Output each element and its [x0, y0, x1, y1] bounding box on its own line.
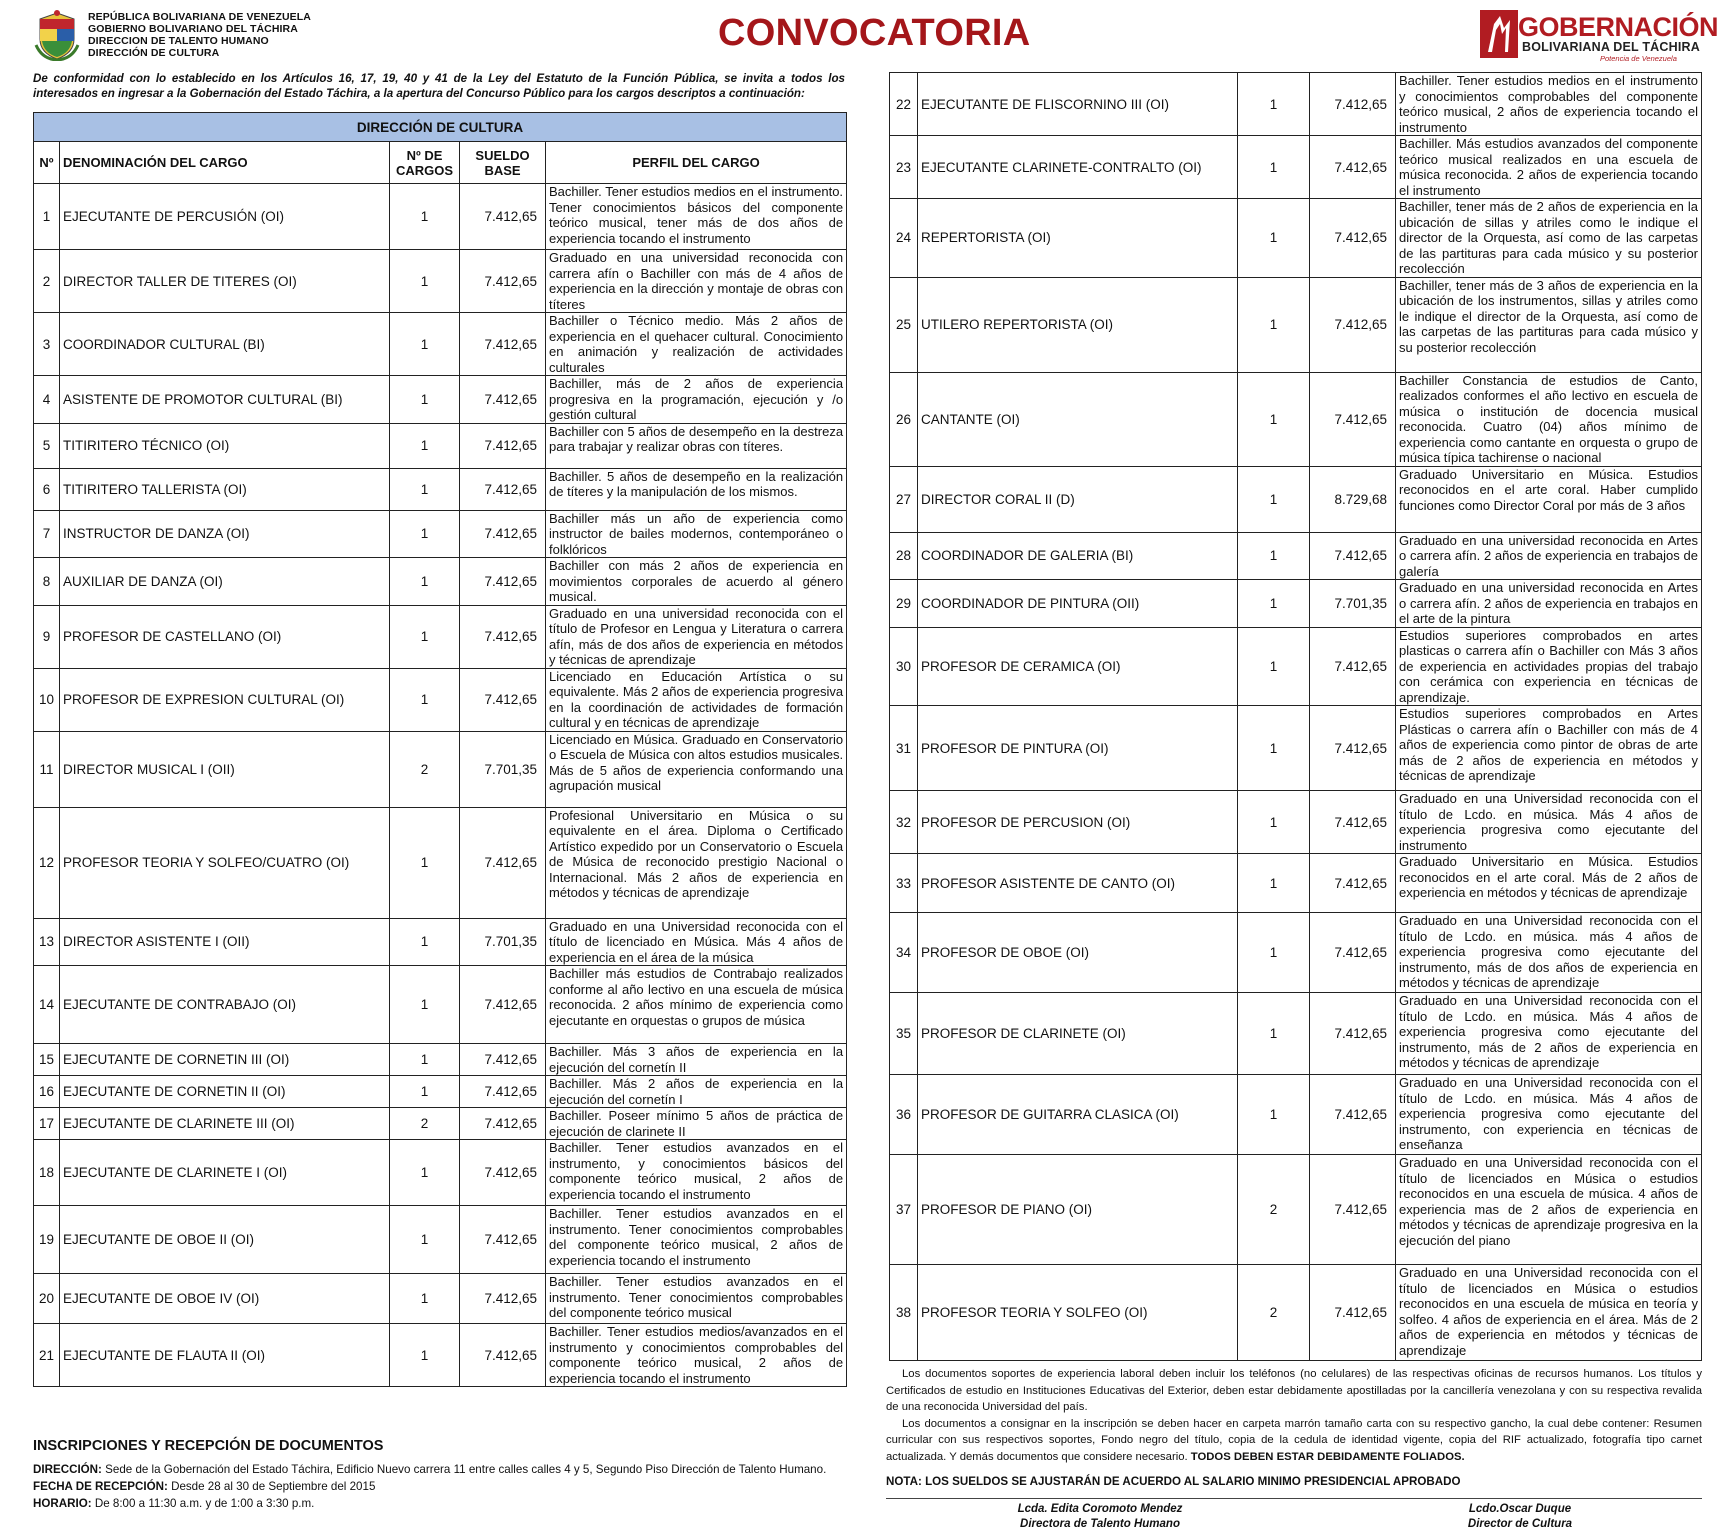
- cargo-cell: PROFESOR DE PIANO (OI): [918, 1155, 1238, 1265]
- table-row: [34, 966, 847, 1044]
- note-paragraph-2-bold: TODOS DEBEN ESTAR DEBIDAMENTE FOLIADOS.: [1187, 1450, 1465, 1463]
- cargo-cell: PROFESOR DE CASTELLANO (OI): [60, 605, 390, 668]
- table-row: [890, 1155, 1702, 1265]
- num-cargos-cell: 1: [390, 966, 460, 1044]
- inscripciones-section: [33, 1438, 853, 1512]
- table-row: [890, 1265, 1702, 1361]
- cargo-cell: TITIRITERO TALLERISTA (OI): [60, 468, 390, 510]
- perfil-cell: Bachiller. Más estudios avanzados del componente teórico musical realizados en una escuela de música reconocida. 2 años de experiencia tocando el instrumento: [1396, 136, 1702, 199]
- row-number: 22: [890, 73, 918, 136]
- table-row: [890, 532, 1702, 580]
- cargo-cell: PROFESOR TEORIA Y SOLFEO (OI): [918, 1265, 1238, 1361]
- cargo-cell: PROFESOR DE OBOE (OI): [918, 913, 1238, 993]
- num-cargos-cell: 1: [1238, 854, 1310, 913]
- cargo-cell: PROFESOR DE CLARINETE (OI): [918, 993, 1238, 1075]
- row-number: 8: [34, 558, 60, 606]
- perfil-cell: Licenciado en Música. Graduado en Conservatorio o Escuela de Música con altos estudios musicales. Más de 5 años de experiencia conformando una agrupación musical: [546, 731, 847, 807]
- perfil-cell: Bachiller. Más 3 años de experiencia en la ejecución del cornetín II: [546, 1044, 847, 1076]
- page-title: CONVOCATORIA: [718, 12, 1031, 54]
- sueldo-cell: 7.412,65: [1310, 1265, 1396, 1361]
- num-cargos-cell: 1: [390, 1206, 460, 1274]
- signature-1-name: Lcda. Edita Coromoto Mendez: [1017, 1503, 1183, 1515]
- num-cargos-cell: 1: [390, 184, 460, 250]
- sueldo-cell: 7.412,65: [1310, 372, 1396, 466]
- cargo-cell: DIRECTOR TALLER DE TITERES (OI): [60, 250, 390, 313]
- gobernacion-emblem-icon: [1478, 6, 1520, 60]
- num-cargos-cell: 1: [390, 1140, 460, 1206]
- perfil-cell: Bachiller. Tener estudios medios en el instrumento. Tener conocimientos básicos del componente teórico musical, tener más de dos años de experiencia tocando el instrumento: [546, 184, 847, 250]
- table-row: [890, 136, 1702, 199]
- perfil-cell: Bachiller. Más 2 años de experiencia en la ejecución del cornetín I: [546, 1076, 847, 1108]
- row-number: 30: [890, 627, 918, 706]
- gobernacion-logo: [1478, 6, 1719, 63]
- sueldo-cell: 7.412,65: [1310, 199, 1396, 278]
- signature-divider: [886, 1498, 1702, 1499]
- perfil-cell: Bachiller. Tener estudios medios en el instrumento y conocimientos comprobables del componente teórico musical, 2 años de experiencia tocando el instrumento: [1396, 73, 1702, 136]
- row-number: 7: [34, 510, 60, 558]
- table-row: [890, 277, 1702, 372]
- cargo-cell: EJECUTANTE DE CONTRABAJO (OI): [60, 966, 390, 1044]
- row-number: 29: [890, 580, 918, 628]
- sueldo-cell: 7.412,65: [460, 1206, 546, 1274]
- num-cargos-cell: 1: [390, 1044, 460, 1076]
- sueldo-cell: 7.412,65: [460, 184, 546, 250]
- num-cargos-cell: 1: [1238, 372, 1310, 466]
- row-number: 6: [34, 468, 60, 510]
- table-row: [34, 558, 847, 606]
- cargo-cell: UTILERO REPERTORISTA (OI): [918, 277, 1238, 372]
- header-line-4: DIRECCIÓN DE CULTURA: [88, 47, 220, 59]
- table-row: [890, 854, 1702, 913]
- row-number: 38: [890, 1265, 918, 1361]
- horario-label: HORARIO:: [33, 1497, 92, 1510]
- col-header-perfil: PERFIL DEL CARGO: [546, 142, 847, 184]
- perfil-cell: Graduado en una universidad reconocida con carrera afín o Bachiller con más de 4 años de experiencia en la dirección y montaje de obras con títeres: [546, 250, 847, 313]
- table-row: [890, 706, 1702, 791]
- num-cargos-cell: 1: [1238, 466, 1310, 532]
- col-header-num-cargos: Nº DE CARGOS: [390, 142, 460, 184]
- perfil-cell: Bachiller más estudios de Contrabajo realizados conforme al año lectivo en una escuela de música reconocida. 2 años mínimo de experiencia como ejecutante en orquestas o grupos de música: [546, 966, 847, 1044]
- num-cargos-cell: 1: [390, 313, 460, 376]
- table-row: [890, 73, 1702, 136]
- table-row: [34, 1206, 847, 1274]
- cargo-cell: COORDINADOR DE GALERIA (BI): [918, 532, 1238, 580]
- num-cargos-cell: 1: [1238, 706, 1310, 791]
- cargo-cell: EJECUTANTE DE FLAUTA II (OI): [60, 1324, 390, 1387]
- row-number: 4: [34, 376, 60, 424]
- perfil-cell: Profesional Universitario en Música o su equivalente en el área. Diploma o Certificado Artístico expedido por un Conservatorio o Escuela de Música de reconocido prestigio Nacional o Internacional. Más 2 años de experiencia en métodos y técnicas de aprendizaje: [546, 807, 847, 918]
- num-cargos-cell: 1: [390, 510, 460, 558]
- table-row: [34, 184, 847, 250]
- logo-main-text: GOBERNACIÓN: [1518, 12, 1719, 42]
- num-cargos-cell: 2: [1238, 1155, 1310, 1265]
- num-cargos-cell: 1: [390, 558, 460, 606]
- fecha-label: FECHA DE RECEPCIÓN:: [33, 1480, 168, 1493]
- table-row: [890, 372, 1702, 466]
- table-body-left: [34, 184, 847, 1387]
- perfil-cell: Bachiller Constancia de estudios de Canto, realizados conformes el año lectivo en escuela de música o institución de docencia musical reconocida. Cuatro (04) años mínimo de experiencia como cantante en orquesta o grupo de música típica tachirense o nacional: [1396, 372, 1702, 466]
- num-cargos-cell: 1: [390, 918, 460, 966]
- sueldo-cell: 7.412,65: [460, 468, 546, 510]
- sueldo-cell: 7.412,65: [460, 250, 546, 313]
- table-row: [34, 1044, 847, 1076]
- cargo-cell: DIRECTOR ASISTENTE I (OII): [60, 918, 390, 966]
- row-number: 36: [890, 1075, 918, 1155]
- notes-section: [886, 1366, 1702, 1465]
- num-cargos-cell: 1: [1238, 913, 1310, 993]
- sueldo-cell: 7.412,65: [1310, 627, 1396, 706]
- cargo-cell: PROFESOR TEORIA Y SOLFEO/CUATRO (OI): [60, 807, 390, 918]
- sueldo-cell: 7.701,35: [460, 918, 546, 966]
- direccion-line: [33, 1461, 853, 1478]
- sueldo-cell: 7.412,65: [460, 1324, 546, 1387]
- sueldo-cell: 7.412,65: [460, 423, 546, 468]
- num-cargos-cell: 1: [1238, 993, 1310, 1075]
- cargo-cell: AUXILIAR DE DANZA (OI): [60, 558, 390, 606]
- perfil-cell: Graduado en una universidad reconocida con el título de Profesor en Lengua y Literatura o carrera afín, más de dos años de experiencia en métodos y técnicas de aprendizaje: [546, 605, 847, 668]
- header-line-3: DIRECCION DE TALENTO HUMANO: [88, 35, 269, 47]
- note-paragraph-1: Los documentos soportes de experiencia laboral deben incluir los teléfonos (no celulares) de las respectivas oficinas de recursos humanos. Los títulos y Certificados de estudio en Instituciones Educativas del Exterior, deben estar debidamente apostilladas por la cancillería venezolana y con su respectiva revalida de una reconocida Universidad del país.: [886, 1368, 1702, 1413]
- perfil-cell: Bachiller, tener más de 3 años de experiencia en la ubicación de los instrumentos, sillas y atriles como le indique el director de la Orquesta, así como de las carpetas de las partituras para cada músico y su posterior recolección: [1396, 277, 1702, 372]
- sueldo-cell: 7.412,65: [460, 1140, 546, 1206]
- perfil-cell: Estudios superiores comprobados en Artes Plásticas o carrera afín o Bachiller con más de 4 años de experiencia como pintor de obras de arte más de 2 años de experiencia en métodos y técnicas de aprendizaje: [1396, 706, 1702, 791]
- cargo-cell: PROFESOR DE GUITARRA CLASICA (OI): [918, 1075, 1238, 1155]
- col-header-number: Nº: [34, 142, 60, 184]
- num-cargos-cell: 1: [1238, 73, 1310, 136]
- table-row: [34, 313, 847, 376]
- row-number: 37: [890, 1155, 918, 1265]
- sueldo-cell: 7.412,65: [460, 1274, 546, 1324]
- table-row: [890, 580, 1702, 628]
- cargo-cell: COORDINADOR CULTURAL (BI): [60, 313, 390, 376]
- table-row: [34, 731, 847, 807]
- header-line-1: REPÚBLICA BOLIVARIANA DE VENEZUELA: [88, 11, 311, 23]
- row-number: 12: [34, 807, 60, 918]
- perfil-cell: Bachiller o Técnico medio. Más 2 años de experiencia en el quehacer cultural. Conocimiento en animación y realización de actividades culturales: [546, 313, 847, 376]
- num-cargos-cell: 1: [1238, 199, 1310, 278]
- signature-2: [1430, 1502, 1610, 1532]
- note-paragraph-2-text: Los documentos a consignar en la inscripción se deben hacer en carpeta marrón tamaño carta con su respectivo gancho, la cual debe contener: Resumen curricular con sus respectivos soportes, Fondo negro del título, copia de la cedula de identidad vigente, copia del RIF actualizado, fotografía tipo carnet actualizada. Y demás documentos que considere necesario.: [886, 1417, 1702, 1463]
- col-header-cargo: DENOMINACIÓN DEL CARGO: [60, 142, 390, 184]
- table-row: [34, 1324, 847, 1387]
- num-cargos-cell: 1: [390, 250, 460, 313]
- num-cargos-cell: 1: [390, 423, 460, 468]
- sueldo-cell: 7.701,35: [1310, 580, 1396, 628]
- num-cargos-cell: 1: [390, 1274, 460, 1324]
- direccion-value: Sede de la Gobernación del Estado Táchira, Edificio Nuevo carrera 11 entre calles calles 4 y 5, Segundo Piso Dirección de Talento Humano.: [101, 1463, 827, 1476]
- sueldo-cell: 7.412,65: [460, 313, 546, 376]
- table-row: [34, 918, 847, 966]
- row-number: 35: [890, 993, 918, 1075]
- logo-sub-text: BOLIVARIANA DEL TÁCHIRA: [1522, 40, 1700, 54]
- table-row: [890, 913, 1702, 993]
- row-number: 21: [34, 1324, 60, 1387]
- sueldo-cell: 7.412,65: [460, 1076, 546, 1108]
- table-row: [34, 423, 847, 468]
- row-number: 32: [890, 791, 918, 854]
- fecha-value: Desde 28 al 30 de Septiembre del 2015: [167, 1480, 376, 1493]
- table-row: [34, 807, 847, 918]
- cargo-cell: EJECUTANTE DE CORNETIN III (OI): [60, 1044, 390, 1076]
- sueldo-cell: 7.412,65: [460, 558, 546, 606]
- sueldo-cell: 7.412,65: [1310, 993, 1396, 1075]
- cargo-cell: PROFESOR ASISTENTE DE CANTO (OI): [918, 854, 1238, 913]
- perfil-cell: Graduado en una Universidad reconocida con el título de licenciados en Música o estudios reconocidos en una escuela de música en teoría y solfeo. 4 años de experiencia en el área. Más de 2 años de experiencia en métodos y técnicas de aprendizaje: [1396, 1265, 1702, 1361]
- row-number: 20: [34, 1274, 60, 1324]
- num-cargos-cell: 1: [390, 668, 460, 731]
- num-cargos-cell: 2: [1238, 1265, 1310, 1361]
- positions-table-right: [889, 72, 1702, 1361]
- row-number: 15: [34, 1044, 60, 1076]
- perfil-cell: Graduado en una Universidad reconocida con el título de licenciados en Música o estudios reconocidos en una escuela de música. 4 años de experiencia mas de 2 años de experiencia en métodos y técnicas de aprendizaje progresiva en la ejecución del piano: [1396, 1155, 1702, 1265]
- num-cargos-cell: 1: [390, 376, 460, 424]
- sueldo-cell: 7.412,65: [1310, 277, 1396, 372]
- row-number: 23: [890, 136, 918, 199]
- table-row: [34, 468, 847, 510]
- cargo-cell: EJECUTANTE CLARINETE-CONTRALTO (OI): [918, 136, 1238, 199]
- perfil-cell: Bachiller. 5 años de desempeño en la realización de títeres y la manipulación de los mismos.: [546, 468, 847, 510]
- table-row: [890, 466, 1702, 532]
- num-cargos-cell: 1: [1238, 627, 1310, 706]
- sueldo-cell: 7.412,65: [460, 605, 546, 668]
- sueldo-cell: 7.412,65: [460, 966, 546, 1044]
- table-row: [890, 1075, 1702, 1155]
- sueldo-cell: 7.412,65: [1310, 1155, 1396, 1265]
- cargo-cell: PROFESOR DE PINTURA (OI): [918, 706, 1238, 791]
- row-number: 26: [890, 372, 918, 466]
- sueldo-cell: 7.412,65: [460, 1108, 546, 1140]
- cargo-cell: EJECUTANTE DE OBOE II (OI): [60, 1206, 390, 1274]
- cargo-cell: DIRECTOR MUSICAL I (OII): [60, 731, 390, 807]
- row-number: 16: [34, 1076, 60, 1108]
- row-number: 14: [34, 966, 60, 1044]
- row-number: 9: [34, 605, 60, 668]
- signature-1: [1000, 1502, 1200, 1532]
- table-body-right: [890, 73, 1702, 1361]
- sueldo-cell: 8.729,68: [1310, 466, 1396, 532]
- table-row: [34, 376, 847, 424]
- num-cargos-cell: 1: [1238, 136, 1310, 199]
- num-cargos-cell: 2: [390, 1108, 460, 1140]
- table-row: [890, 993, 1702, 1075]
- sueldo-cell: 7.412,65: [1310, 532, 1396, 580]
- header-line-2: GOBIERNO BOLIVARIANO DEL TÁCHIRA: [88, 23, 298, 35]
- institution-header: [34, 9, 354, 61]
- num-cargos-cell: 1: [390, 1324, 460, 1387]
- sueldo-cell: 7.412,65: [1310, 1075, 1396, 1155]
- sueldo-cell: 7.412,65: [1310, 73, 1396, 136]
- table-row: [34, 1140, 847, 1206]
- row-number: 34: [890, 913, 918, 993]
- signature-2-role: Director de Cultura: [1467, 1518, 1573, 1530]
- row-number: 17: [34, 1108, 60, 1140]
- cargo-cell: REPERTORISTA (OI): [918, 199, 1238, 278]
- num-cargos-cell: 1: [1238, 580, 1310, 628]
- num-cargos-cell: 1: [390, 605, 460, 668]
- row-number: 1: [34, 184, 60, 250]
- perfil-cell: Graduado en una Universidad reconocida con el título de Lcdo. en música. Más 4 años de experiencia progresiva como ejecutante del instrumento, con experiencia en técnicas de enseñanza: [1396, 1075, 1702, 1155]
- salary-note: NOTA: LOS SUELDOS SE AJUSTARÁN DE ACUERDO AL SALARIO MINIMO PRESIDENCIAL APROBADO: [886, 1475, 1461, 1488]
- row-number: 31: [890, 706, 918, 791]
- cargo-cell: PROFESOR DE PERCUSION (OI): [918, 791, 1238, 854]
- sueldo-cell: 7.412,65: [460, 1044, 546, 1076]
- perfil-cell: Graduado en una Universidad reconocida con el título de Lcdo. en música. Más 4 años de experiencia progresiva como ejecutante del instrumento: [1396, 791, 1702, 854]
- inscripciones-title: INSCRIPCIONES Y RECEPCIÓN DE DOCUMENTOS: [33, 1438, 384, 1454]
- section-title: DIRECCIÓN DE CULTURA: [34, 113, 847, 142]
- note-paragraph-2: [886, 1416, 1702, 1466]
- intro-paragraph: De conformidad con lo establecido en los Artículos 16, 17, 19, 40 y 41 de la Ley del Estatuto de la Función Pública, se invita a todos los interesados en ingresar a la Gobernación del Estado Táchira, a la apertura del Concurso Público para los cargos descriptos a continuación:: [33, 72, 845, 100]
- perfil-cell: Licenciado en Educación Artística o su equivalente. Más 2 años de experiencia progresiva en la coordinación de actividades de formación cultural y en técnicas de aprendizaje: [546, 668, 847, 731]
- row-number: 3: [34, 313, 60, 376]
- num-cargos-cell: 1: [1238, 277, 1310, 372]
- table-row: [34, 1274, 847, 1324]
- table-row: [890, 199, 1702, 278]
- perfil-cell: Bachiller con más 2 años de experiencia en movimientos corporales de acuerdo al género musical.: [546, 558, 847, 606]
- row-number: 33: [890, 854, 918, 913]
- sueldo-cell: 7.412,65: [460, 668, 546, 731]
- perfil-cell: Bachiller. Tener estudios medios/avanzados en el instrumento y conocimientos comprobables del componente teórico musical, 2 años de experiencia tocando el instrumento: [546, 1324, 847, 1387]
- row-number: 13: [34, 918, 60, 966]
- table-row: [890, 627, 1702, 706]
- cargo-cell: EJECUTANTE DE OBOE IV (OI): [60, 1274, 390, 1324]
- perfil-cell: Graduado Universitario en Música. Estudios reconocidos en el arte coral. Haber cumplido funciones como Director Coral por más de 3 años: [1396, 466, 1702, 532]
- perfil-cell: Bachiller. Tener estudios avanzados en el instrumento. Tener conocimientos comprobables del componente teórico musical, 2 años de experiencia tocando el instrumento: [546, 1206, 847, 1274]
- table-row: [34, 668, 847, 731]
- cargo-cell: CANTANTE (OI): [918, 372, 1238, 466]
- cargo-cell: INSTRUCTOR DE DANZA (OI): [60, 510, 390, 558]
- perfil-cell: Graduado en una universidad reconocida en Artes o carrera afín. 2 años de experiencia en trabajos en el arte de la pintura: [1396, 580, 1702, 628]
- perfil-cell: Bachiller. Tener estudios avanzados en el instrumento. Tener conocimientos comprobables del componente teórico musical: [546, 1274, 847, 1324]
- sueldo-cell: 7.412,65: [1310, 791, 1396, 854]
- coat-of-arms-icon: [34, 9, 80, 61]
- row-number: 2: [34, 250, 60, 313]
- cargo-cell: EJECUTANTE DE CLARINETE I (OI): [60, 1140, 390, 1206]
- sueldo-cell: 7.412,65: [460, 376, 546, 424]
- sueldo-cell: 7.412,65: [1310, 854, 1396, 913]
- perfil-cell: Bachiller, más de 2 años de experiencia progresiva en la programación, ejecución y /o gestión cultural: [546, 376, 847, 424]
- row-number: 11: [34, 731, 60, 807]
- cargo-cell: PROFESOR DE EXPRESION CULTURAL (OI): [60, 668, 390, 731]
- sueldo-cell: 7.412,65: [460, 807, 546, 918]
- perfil-cell: Bachiller. Tener estudios avanzados en el instrumento, y conocimientos básicos del componente teórico musical, 2 años de experiencia tocando el instrumento: [546, 1140, 847, 1206]
- cargo-cell: TITIRITERO TÉCNICO (OI): [60, 423, 390, 468]
- cargo-cell: EJECUTANTE DE PERCUSIÓN (OI): [60, 184, 390, 250]
- cargo-cell: EJECUTANTE DE CLARINETE III (OI): [60, 1108, 390, 1140]
- sueldo-cell: 7.701,35: [460, 731, 546, 807]
- cargo-cell: EJECUTANTE DE FLISCORNINO III (OI): [918, 73, 1238, 136]
- horario-value: De 8:00 a 11:30 a.m. y de 1:00 a 3:30 p.m.: [91, 1497, 315, 1510]
- perfil-cell: Graduado en una universidad reconocida en Artes o carrera afín. 2 años de experiencia en trabajos de galería: [1396, 532, 1702, 580]
- perfil-cell: Graduado en una Universidad reconocida con el título de Lcdo. en música. más 4 años de experiencia progresiva como ejecutante del instrumento, más de dos años de experiencia en métodos y técnicas de aprendizaje: [1396, 913, 1702, 993]
- num-cargos-cell: 1: [390, 1076, 460, 1108]
- row-number: 19: [34, 1206, 60, 1274]
- row-number: 25: [890, 277, 918, 372]
- sueldo-cell: 7.412,65: [1310, 913, 1396, 993]
- perfil-cell: Estudios superiores comprobados en artes plasticas o carrera afín o Bachiller con Más 3 años de experiencia en actividades propias del trabajo con cerámica con experiencia en técnicas de aprendizaje.: [1396, 627, 1702, 706]
- row-number: 18: [34, 1140, 60, 1206]
- row-number: 10: [34, 668, 60, 731]
- num-cargos-cell: 1: [1238, 532, 1310, 580]
- cargo-cell: DIRECTOR CORAL II (D): [918, 466, 1238, 532]
- table-row: [890, 791, 1702, 854]
- table-row: [34, 250, 847, 313]
- signature-1-role: Directora de Talento Humano: [1020, 1518, 1180, 1530]
- sueldo-cell: 7.412,65: [1310, 136, 1396, 199]
- perfil-cell: Graduado en una Universidad reconocida con el título de licenciado en Música. Más 4 años de experiencia en el área de la música: [546, 918, 847, 966]
- perfil-cell: Bachiller más un año de experiencia como instructor de bailes modernos, contemporáneo o folklóricos: [546, 510, 847, 558]
- cargo-cell: EJECUTANTE DE CORNETIN II (OI): [60, 1076, 390, 1108]
- logo-tagline: Potencia de Venezuela: [1600, 54, 1677, 63]
- table-row: [34, 510, 847, 558]
- cargo-cell: ASISTENTE DE PROMOTOR CULTURAL (BI): [60, 376, 390, 424]
- num-cargos-cell: 1: [1238, 1075, 1310, 1155]
- cargo-cell: PROFESOR DE CERAMICA (OI): [918, 627, 1238, 706]
- perfil-cell: Bachiller con 5 años de desempeño en la destreza para trabajar y realizar obras con títeres.: [546, 423, 847, 468]
- sueldo-cell: 7.412,65: [1310, 706, 1396, 791]
- signature-2-name: Lcdo.Oscar Duque: [1468, 1503, 1572, 1515]
- row-number: 28: [890, 532, 918, 580]
- table-row: [34, 1108, 847, 1140]
- sueldo-cell: 7.412,65: [460, 510, 546, 558]
- col-header-sueldo: SUELDO BASE: [460, 142, 546, 184]
- perfil-cell: Bachiller. Poseer mínimo 5 años de práctica de ejecución de clarinete II: [546, 1108, 847, 1140]
- positions-table-left: [33, 112, 847, 1387]
- perfil-cell: Graduado Universitario en Música. Estudios reconocidos en el arte coral. Más de 2 años de experiencia en métodos y técnicas de aprendizaje: [1396, 854, 1702, 913]
- row-number: 27: [890, 466, 918, 532]
- row-number: 5: [34, 423, 60, 468]
- perfil-cell: Bachiller, tener más de 2 años de experiencia en la ubicación de sillas y atriles como le indique el director de la Orquesta, así como de las carpetas de las partituras para cada músico y su posterior recolección: [1396, 199, 1702, 278]
- cargo-cell: COORDINADOR DE PINTURA (OII): [918, 580, 1238, 628]
- num-cargos-cell: 1: [1238, 791, 1310, 854]
- num-cargos-cell: 1: [390, 807, 460, 918]
- num-cargos-cell: 2: [390, 731, 460, 807]
- fecha-line: [33, 1478, 853, 1495]
- perfil-cell: Graduado en una Universidad reconocida con el título de Lcdo. en música. Más 4 años de experiencia progresiva como ejecutante del instrumento, más de 2 años de experiencia en métodos y técnicas de aprendizaje: [1396, 993, 1702, 1075]
- row-number: 24: [890, 199, 918, 278]
- table-row: [34, 1076, 847, 1108]
- table-row: [34, 605, 847, 668]
- num-cargos-cell: 1: [390, 468, 460, 510]
- horario-line: [33, 1495, 853, 1512]
- direccion-label: DIRECCIÓN:: [33, 1463, 102, 1476]
